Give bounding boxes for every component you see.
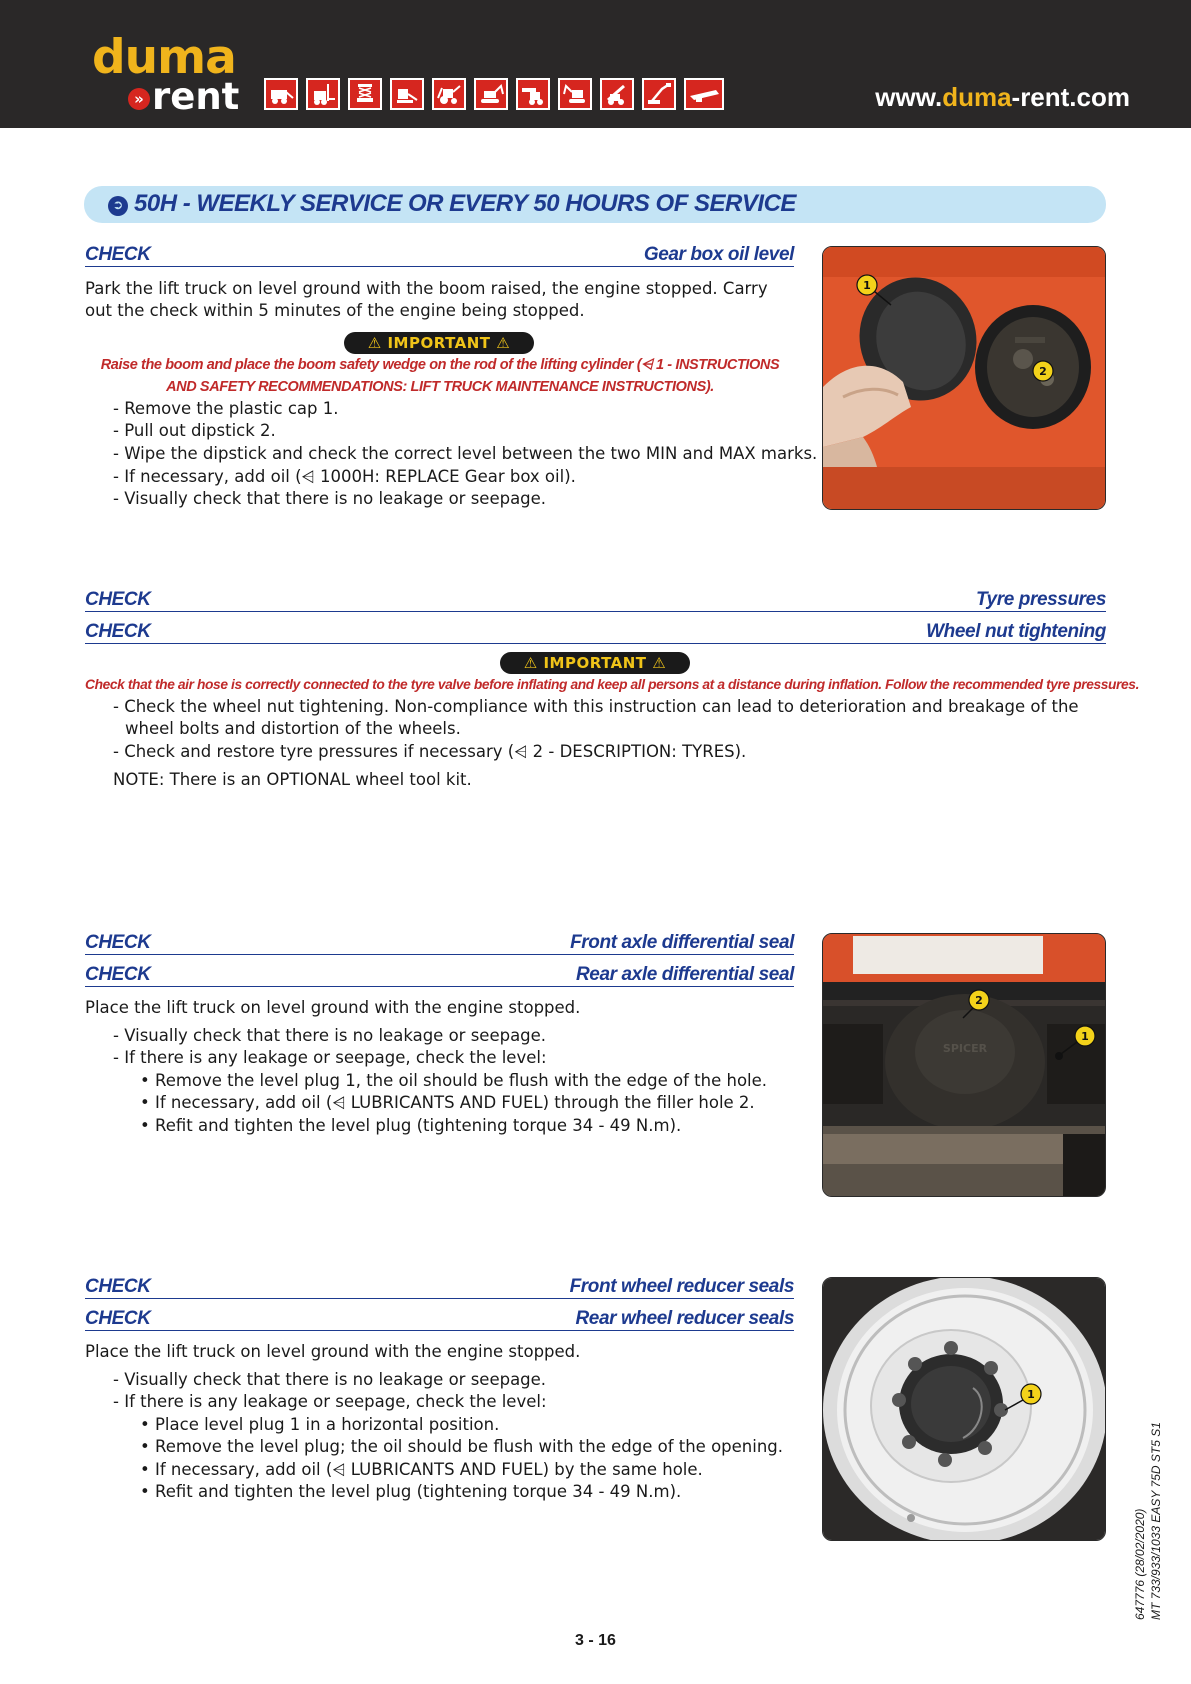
axle-substep: • Remove the level plug 1, the oil should be flush with the edge of the hole. xyxy=(140,1071,768,1090)
reducer-step: - Visually check that there is no leakage or seepage. xyxy=(113,1370,547,1389)
tyre-note: NOTE: There is an OPTIONAL wheel tool kit. xyxy=(113,770,472,789)
page-number: 3 - 16 xyxy=(575,1632,616,1649)
reducer-step: - If there is any leakage or seepage, check the level: xyxy=(113,1392,547,1411)
reducer-substep: • Refit and tighten the level plug (tightening torque 34 - 49 N.m). xyxy=(140,1482,682,1501)
logo-arrow: » xyxy=(128,88,150,110)
callout-2: 2 xyxy=(1039,365,1047,378)
telehandler-icon xyxy=(600,78,634,110)
check-label: CHECK xyxy=(85,621,151,642)
gearbox-step: - Wipe the dipstick and check the correct level between the two MIN and MAX marks. xyxy=(113,444,818,463)
boom-lift-icon xyxy=(642,78,676,110)
housing-text: SPICER xyxy=(942,1042,988,1055)
callout-2: 2 xyxy=(975,994,983,1007)
axle-substep: • Refit and tighten the level plug (tightening torque 34 - 49 N.m). xyxy=(140,1116,682,1135)
important-badge: ⚠ IMPORTANT ⚠ xyxy=(344,332,534,354)
check-label: CHECK xyxy=(85,244,151,265)
gearbox-photo xyxy=(822,246,1106,510)
check-heading-rear-axle xyxy=(85,960,794,987)
website-url: www.duma-rent.com xyxy=(875,82,1130,112)
mini-loader-icon xyxy=(390,78,424,110)
excavator-icon xyxy=(474,78,508,110)
check-label: CHECK xyxy=(85,932,151,953)
check-label: CHECK xyxy=(85,964,151,985)
check-heading-wheel-nuts xyxy=(85,617,1106,644)
wheel-reducer-photo xyxy=(822,1277,1106,1541)
check-label: CHECK xyxy=(85,1308,151,1329)
axle-substep: • If necessary, add oil (⩤ LUBRICANTS AND FUEL) through the filler hole 2. xyxy=(140,1093,755,1112)
gearbox-step: - Pull out dipstick 2. xyxy=(113,421,276,440)
axle-step: - Visually check that there is no leakage or seepage. xyxy=(113,1026,547,1045)
callout-1: 1 xyxy=(863,279,871,292)
check-item-label: Wheel nut tightening xyxy=(926,621,1106,642)
logo-duma: duma xyxy=(92,30,236,85)
logo-rent: rent xyxy=(152,75,240,118)
check-item-label: Rear wheel reducer seals xyxy=(575,1308,794,1329)
reducer-substep: • Place level plug 1 in a horizontal position. xyxy=(140,1415,500,1434)
check-label: CHECK xyxy=(85,1276,151,1297)
callout-1: 1 xyxy=(1081,1030,1089,1043)
page-header xyxy=(0,0,1191,128)
tyre-warning: Check that the air hose is correctly connected to the tyre valve before inflating and keep all persons at a distance during inflation. Follow the recommended tyre pressures. xyxy=(85,677,1140,692)
skid-steer-icon xyxy=(264,78,298,110)
attachment-icon xyxy=(684,78,724,110)
check-heading-gearbox xyxy=(85,240,794,267)
check-heading-tyre-pressures xyxy=(85,585,1106,612)
reducer-intro: Place the lift truck on level ground with the engine stopped. xyxy=(85,1342,581,1361)
check-heading-front-axle xyxy=(85,928,794,955)
gearbox-step: - Visually check that there is no leakage or seepage. xyxy=(113,489,547,508)
lift-icon xyxy=(348,78,382,110)
important-badge: ⚠ IMPORTANT ⚠ xyxy=(500,652,690,674)
check-heading-rear-wheel-reducer xyxy=(85,1304,794,1331)
check-label: CHECK xyxy=(85,589,151,610)
forklift-icon xyxy=(306,78,340,110)
gearbox-step: - Remove the plastic cap 1. xyxy=(113,399,339,418)
gearbox-step: - If necessary, add oil (⩤ 1000H: REPLACE Gear box oil). xyxy=(113,467,576,486)
tyre-step: - Check the wheel nut tightening. Non-compliance with this instruction can lead to deterioration and breakage of the wheel bolts and distortion of the wheels. xyxy=(113,697,1079,738)
check-item-label: Tyre pressures xyxy=(976,589,1106,610)
section-title: 50H - WEEKLY SERVICE OR EVERY 50 HOURS OF SERVICE xyxy=(134,190,796,217)
section-arrow-icon: ➲ xyxy=(108,196,128,216)
gearbox-warning: Raise the boom and place the boom safety wedge on the rod of the lifting cylinder (⩤ 1 - INSTRUCTIONS AND SAFETY RECOMMENDATIONS: LIFT TRUCK MAINTENANCE INSTRUCTIONS). xyxy=(100,357,780,395)
tyre-step: - Check and restore tyre pressures if necessary (⩤ 2 - DESCRIPTION: TYRES). xyxy=(113,742,747,761)
reducer-substep: • If necessary, add oil (⩤ LUBRICANTS AND FUEL) by the same hole. xyxy=(140,1460,703,1479)
gearbox-intro: Park the lift truck on level ground with the boom raised, the engine stopped. Carry out the check within 5 minutes of the engine being stopped. xyxy=(85,279,768,320)
check-item-label: Rear axle differential seal xyxy=(575,964,794,985)
check-heading-front-wheel-reducer xyxy=(85,1272,794,1299)
axle-intro: Place the lift truck on level ground with the engine stopped. xyxy=(85,998,581,1017)
document-reference: 647776 (28/02/2020) MT 733/933/1033 EASY 75D ST5 S1 xyxy=(1133,1422,1163,1620)
callout-1: 1 xyxy=(1027,1388,1035,1401)
axle-step: - If there is any leakage or seepage, check the level: xyxy=(113,1048,547,1067)
reducer-substep: • Remove the level plug; the oil should be flush with the edge of the opening. xyxy=(140,1437,784,1456)
compact-loader-icon xyxy=(516,78,550,110)
backhoe-icon xyxy=(432,78,466,110)
check-item-label: Gear box oil level xyxy=(643,244,794,265)
mini-excavator-icon xyxy=(558,78,592,110)
check-item-label: Front wheel reducer seals xyxy=(569,1276,794,1297)
check-item-label: Front axle differential seal xyxy=(570,932,794,953)
axle-differential-photo xyxy=(822,933,1106,1197)
